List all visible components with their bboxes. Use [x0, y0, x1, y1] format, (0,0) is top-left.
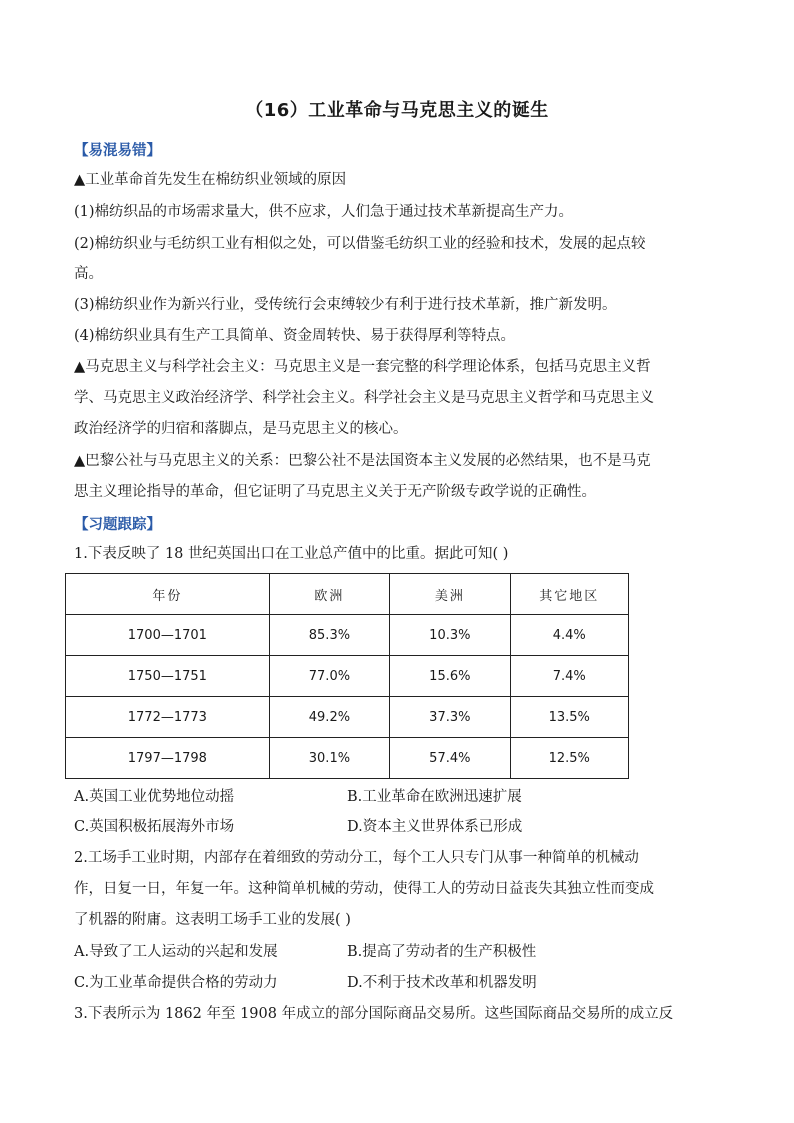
- table-cell: 1700—1701: [66, 615, 270, 656]
- q1-option-d: D.资本主义世界体系已形成: [347, 819, 523, 835]
- table-cell: 1750—1751: [66, 656, 270, 697]
- table-header-cell: 美洲: [390, 574, 510, 615]
- table-cell: 49.2%: [269, 697, 389, 738]
- table-header-cell: 其它地区: [510, 574, 628, 615]
- table-row: [66, 615, 629, 656]
- point-1-item-2: (2)棉纺织业与毛纺织工业有相似之处，可以借鉴毛纺织工业的经验和技术，发展的起点较: [74, 236, 646, 252]
- point-3-line-1: ▲巴黎公社与马克思主义的关系：巴黎公社不是法国资本主义发展的必然结果，也不是马克: [74, 453, 651, 469]
- table-cell: 37.3%: [390, 697, 510, 738]
- table-header-cell: 欧洲: [269, 574, 389, 615]
- q1-option-a: A.英国工业优势地位动摇: [74, 789, 235, 805]
- q2-option-a: A.导致了工人运动的兴起和发展: [74, 944, 278, 960]
- point-1-item-1: (1)棉纺织品的市场需求量大，供不应求，人们急于通过技术革新提高生产力。: [74, 204, 574, 220]
- q2-stem-line-1: 2.工场手工业时期，内部存在着细致的劳动分工，每个工人只专门从事一种简单的机械动: [74, 850, 639, 866]
- table-cell: 13.5%: [510, 697, 628, 738]
- table-row: [66, 697, 629, 738]
- table-row: [66, 738, 629, 779]
- table-cell: 85.3%: [269, 615, 389, 656]
- point-3-line-2: 思主义理论指导的革命，但它证明了马克思主义关于无产阶级专政学说的正确性。: [74, 484, 596, 500]
- point-1-heading: ▲工业革命首先发生在棉纺织业领域的原因: [74, 172, 347, 188]
- q2-option-c: C.为工业革命提供合格的劳动力: [74, 975, 278, 991]
- table-cell: 57.4%: [390, 738, 510, 779]
- section-label-practice: 【习题跟踪】: [74, 517, 161, 533]
- table-cell: 4.4%: [510, 615, 628, 656]
- q2-option-d: D.不利于技术改革和机器发明: [347, 975, 537, 991]
- export-share-table: [65, 573, 629, 779]
- table-cell: 1797—1798: [66, 738, 270, 779]
- table-cell: 77.0%: [269, 656, 389, 697]
- table-cell: 7.4%: [510, 656, 628, 697]
- q1-option-c: C.英国积极拓展海外市场: [74, 819, 235, 835]
- point-2-line-2: 学、马克思主义政治经济学、科学社会主义。科学社会主义是马克思主义哲学和马克思主义: [74, 390, 654, 406]
- table-cell: 12.5%: [510, 738, 628, 779]
- q1-stem: 1.下表反映了 18 世纪英国出口在工业总产值中的比重。据此可知( ): [74, 546, 509, 562]
- table-cell: 1772—1773: [66, 697, 270, 738]
- point-2-line-3: 政治经济学的归宿和落脚点，是马克思主义的核心。: [74, 421, 408, 437]
- q2-option-b: B.提高了劳动者的生产积极性: [347, 944, 537, 960]
- q2-stem-line-2: 作，日复一日，年复一年。这种简单机械的劳动，使得工人的劳动日益丧失其独立性而变成: [74, 881, 654, 897]
- point-1-item-3: (3)棉纺织业作为新兴行业，受传统行会束缚较少有利于进行技术革新，推广新发明。: [74, 297, 617, 313]
- point-1-item-2-cont: 高。: [74, 266, 103, 282]
- q3-stem: 3.下表所示为 1862 年至 1908 年成立的部分国际商品交易所。这些国际商品交易所的成立反: [74, 1006, 674, 1022]
- table-cell: 10.3%: [390, 615, 510, 656]
- table-row: [66, 656, 629, 697]
- point-1-item-4: (4)棉纺织业具有生产工具简单、资金周转快、易于获得厚利等特点。: [74, 328, 516, 344]
- table-cell: 30.1%: [269, 738, 389, 779]
- section-label-confusion: 【易混易错】: [74, 143, 161, 159]
- q2-stem-line-3: 了机器的附庸。这表明工场手工业的发展( ): [74, 912, 351, 928]
- point-2-line-1: ▲马克思主义与科学社会主义：马克思主义是一套完整的科学理论体系，包括马克思主义哲: [74, 359, 651, 375]
- table-header-row: [66, 574, 629, 615]
- table-header-cell: 年份: [66, 574, 270, 615]
- q1-option-b: B.工业革命在欧洲迅速扩展: [347, 789, 522, 805]
- table-cell: 15.6%: [390, 656, 510, 697]
- page-title: （16）工业革命与马克思主义的诞生: [245, 100, 549, 121]
